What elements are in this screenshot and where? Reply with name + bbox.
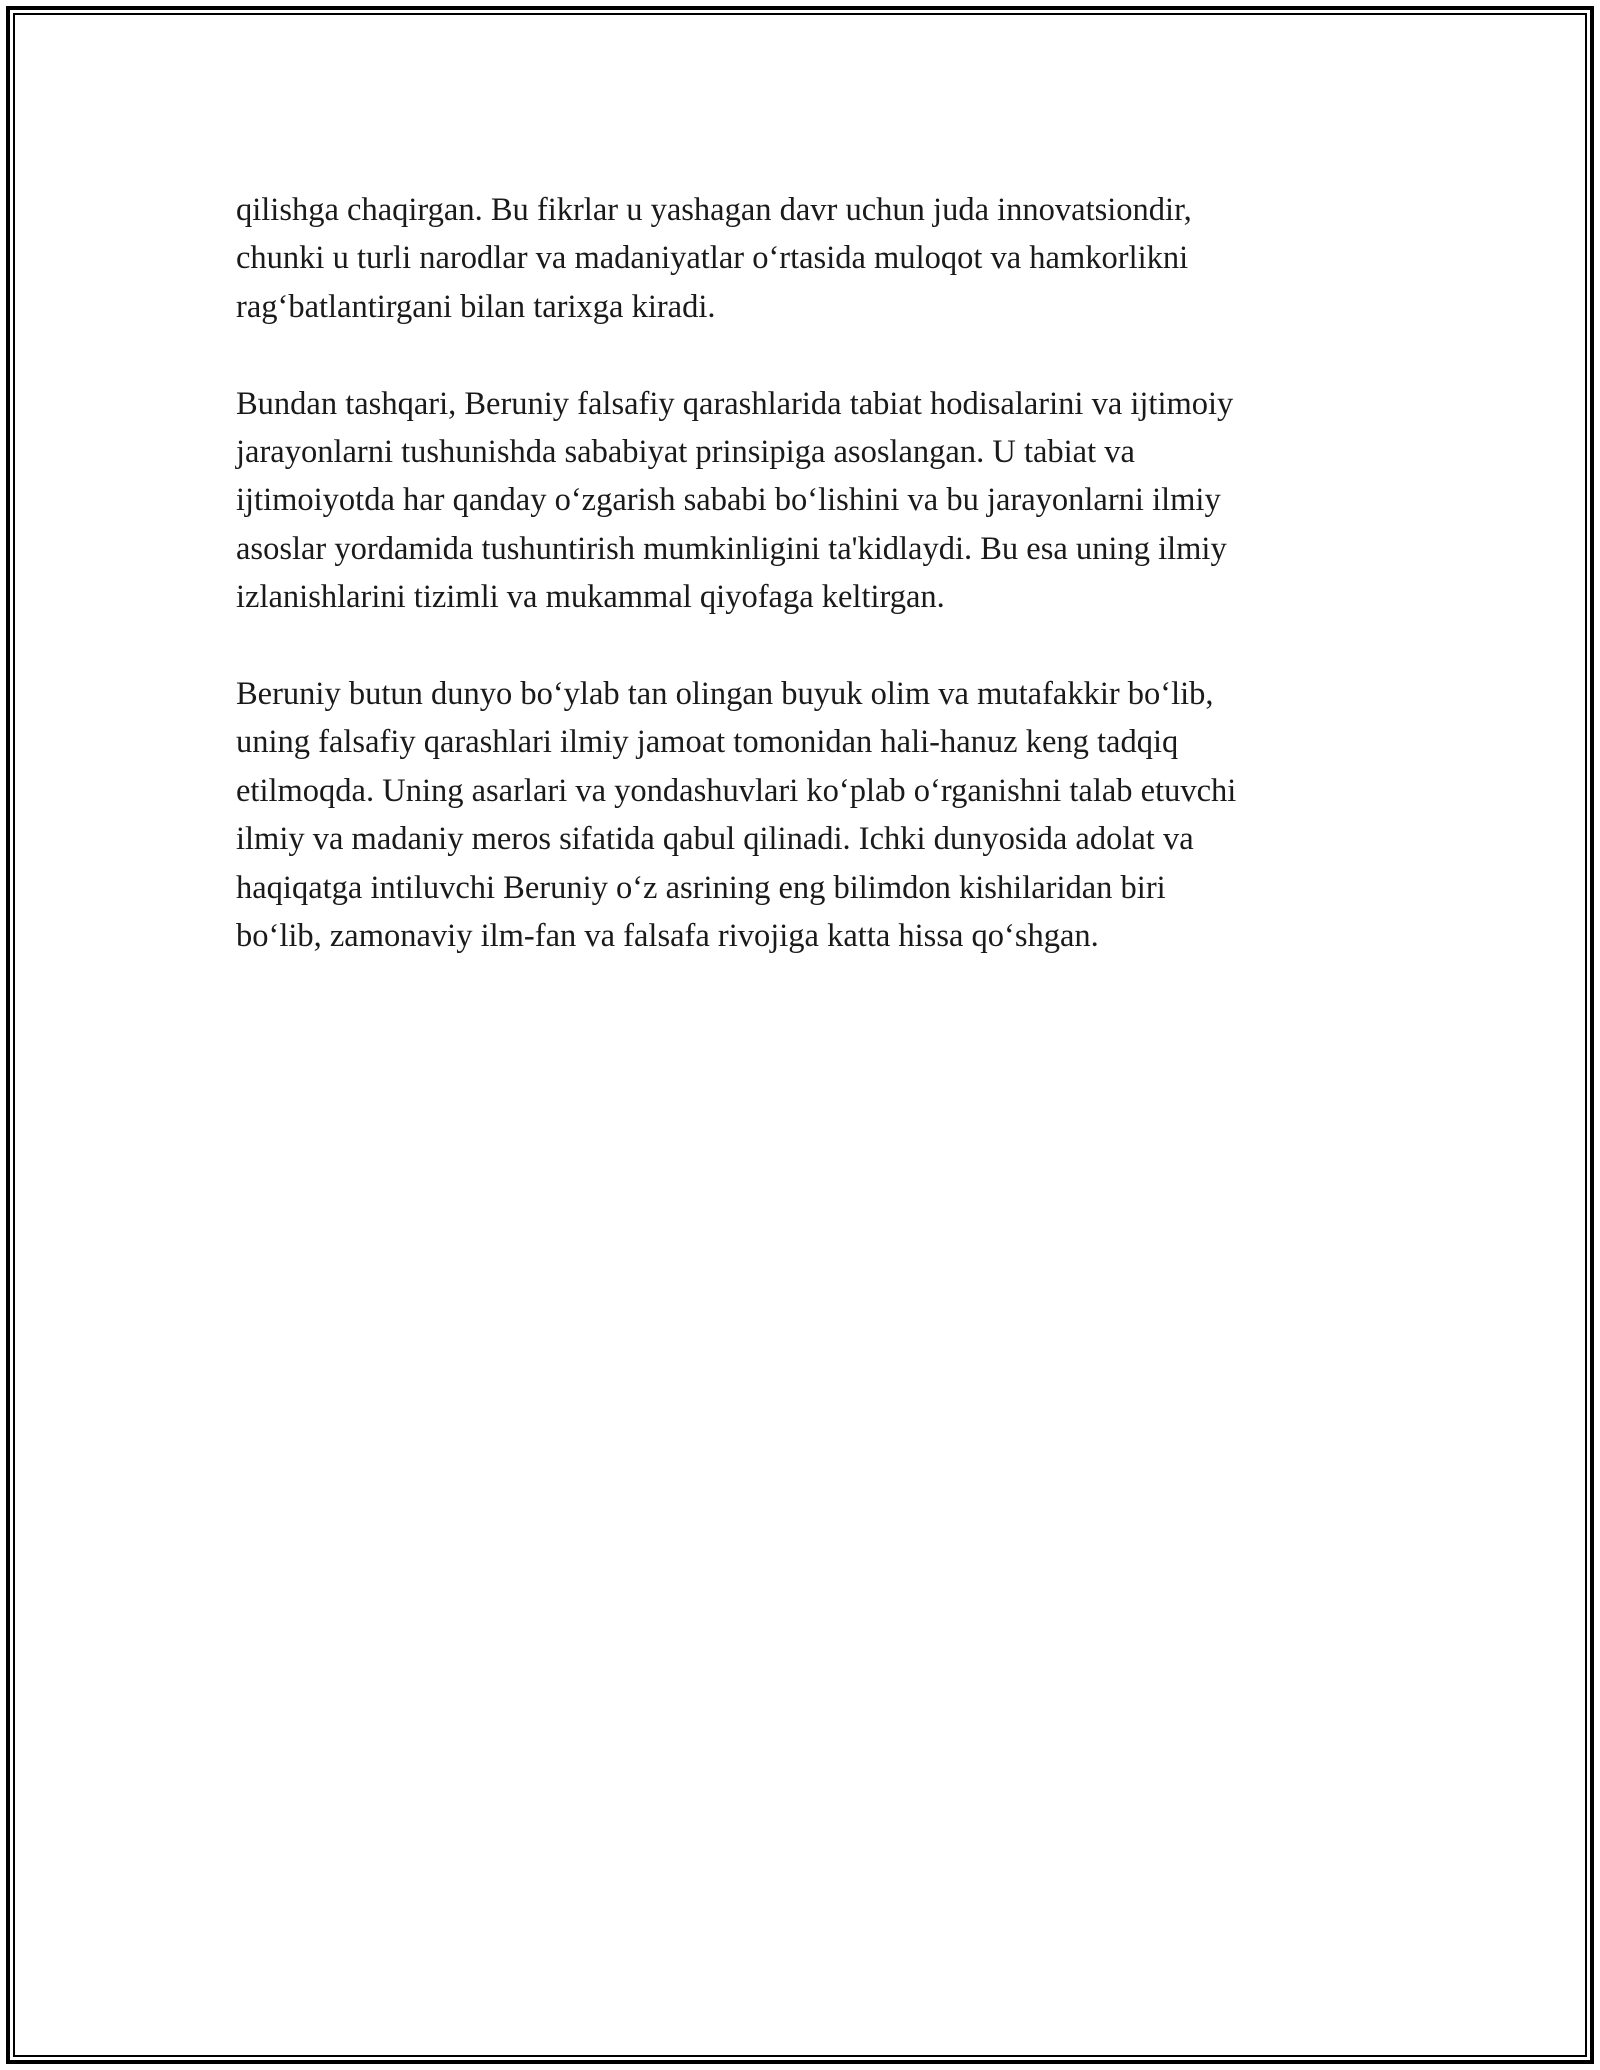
paragraph-1: qilishga chaqirgan. Bu fikrlar u yashagan davr uchun juda innovatsiondir, chunki u turli narodlar va madaniyatlar o‘rtasida muloqot va hamkorlikni rag‘batlantirgani bilan tarixga kiradi. [236, 192, 1192, 325]
document-body [236, 186, 1386, 1009]
paragraph-3: Beruniy butun dunyo bo‘ylab tan olingan buyuk olim va mutafakkir bo‘lib, uning falsafiy qarashlari ilmiy jamoat tomonidan hali-hanuz keng tadqiq etilmoqda. Uning asarlari va yondashuvlari ko‘plab o‘rganishni talab etuvchi ilmiy va madaniy meros sifatida qabul qilinadi. Ichki dunyosida adolat va haqiqatga intiluvchi Beruniy o‘z asrining eng bilimdon kishilaridan biri bo‘lib, zamonaviy ilm-fan va falsafa rivojiga katta hissa qo‘shgan. [236, 676, 1237, 955]
paragraph-2: Bundan tashqari, Beruniy falsafiy qarashlarida tabiat hodisalarini va ijtimoiy jarayonlarni tushunishda sababiyat prinsipiga asoslangan. U tabiat va ijtimoiyotda har qanday o‘zgarish sababi bo‘lishini va bu jarayonlarni ilmiy asoslar yordamida tushuntirish mumkinligini ta'kidlaydi. Bu esa uning ilmiy izlanishlarini tizimli va mukammal qiyofaga keltirgan. [236, 385, 1234, 616]
